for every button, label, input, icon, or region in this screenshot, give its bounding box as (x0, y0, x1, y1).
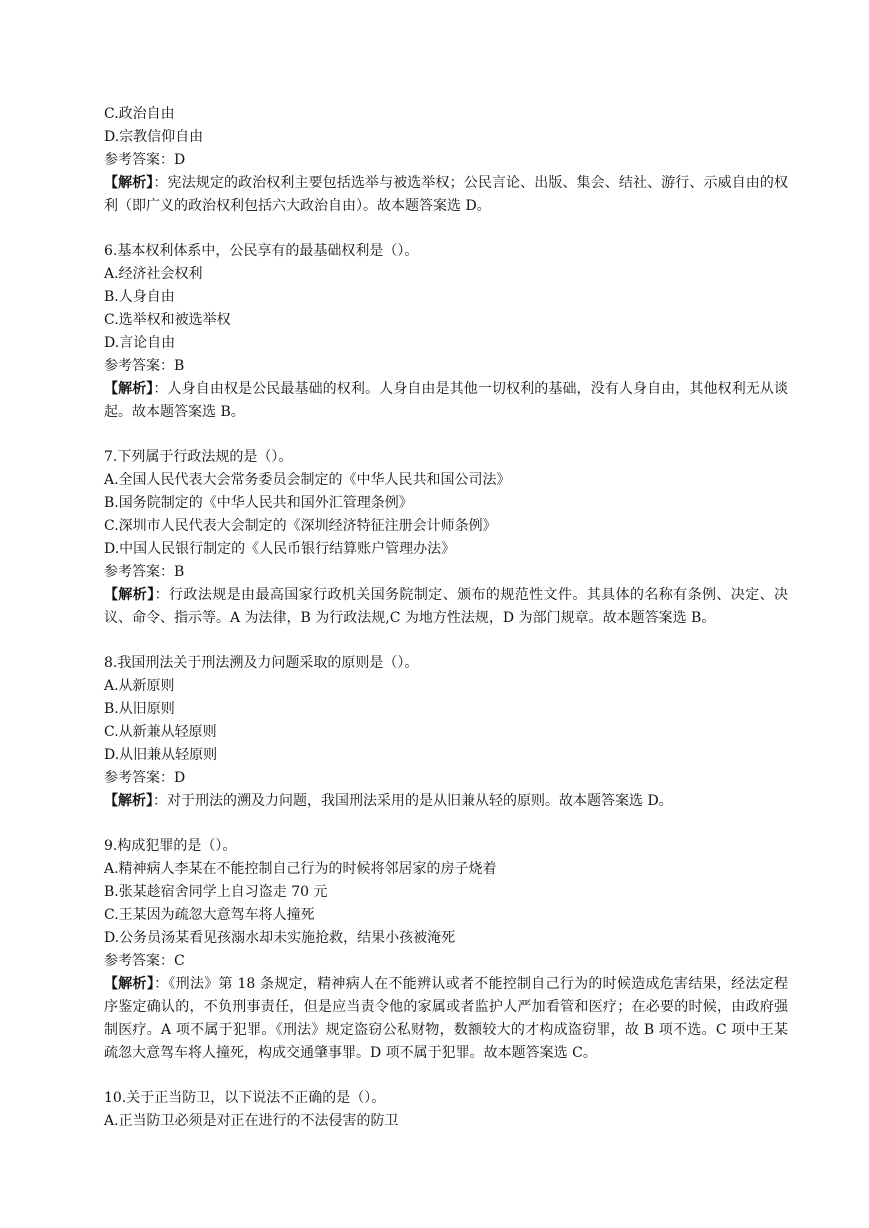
option-d: D.言论自由 (104, 335, 176, 351)
option-c: C.深圳市人民代表大会制定的《深圳经济特征注册会计师条例》 (104, 518, 497, 534)
option-b: B.从旧原则 (104, 701, 175, 717)
option-a: A.精神病人李某在不能控制自己行为的时候将邻居家的房子烧着 (104, 861, 497, 877)
analysis-text: ：宪法规定的政治权利主要包括选举与被选举权；公民言论、出版、集会、结社、游行、示威自由的权利（即广义的政治权利包括六大政治自由）。故本题答案选 D。 (104, 175, 789, 214)
reference-answer: 参考答案：B (104, 564, 185, 580)
document-page (104, 103, 788, 1133)
option-d: D.中国人民银行制定的《人民币银行结算账户管理办法》 (104, 541, 456, 557)
question-8 (104, 652, 788, 813)
analysis-tag: 【解析】 (104, 587, 155, 603)
question-10 (104, 1087, 788, 1133)
option-a: A.经济社会权利 (104, 266, 203, 282)
question-stem: 10.关于正当防卫，以下说法不正确的是（）。 (104, 1090, 386, 1106)
analysis-tag: 【解析】 (104, 976, 155, 992)
question-9 (104, 835, 788, 1065)
option-c: C.选举权和被选举权 (104, 312, 231, 328)
option-d: D.从旧兼从轻原则 (104, 747, 218, 763)
option-c: C.王某因为疏忽大意驾车将人撞死 (104, 907, 315, 923)
analysis (104, 973, 788, 1065)
question-stem: 8.我国刑法关于刑法溯及力问题采取的原则是（）。 (104, 655, 419, 671)
analysis-tag: 【解析】 (104, 381, 154, 397)
option-a: A.全国人民代表大会常务委员会制定的《中华人民共和国公司法》 (104, 472, 511, 488)
option-b: B.人身自由 (104, 289, 175, 305)
reference-answer: 参考答案：C (104, 953, 185, 969)
option-b: B.张某趁宿舍同学上自习盗走 70 元 (104, 884, 328, 900)
analysis-text: ：行政法规是由最高国家行政机关国务院制定、颁布的规范性文件。其具体的名称有条例、决定、决议、命令、指示等。A 为法律，B 为行政法规,C 为地方性法规，D 为部门规章。故本题答案选 B。 (104, 587, 789, 626)
question-5-continuation (104, 103, 788, 218)
option-c: C.政治自由 (104, 106, 175, 122)
option-a: A.正当防卫必须是对正在进行的不法侵害的防卫 (104, 1113, 399, 1129)
analysis-text: ：人身自由权是公民最基础的权利。人身自由是其他一切权利的基础，没有人身自由，其他权利无从谈起。故本题答案选 B。 (104, 381, 789, 420)
question-stem: 9.构成犯罪的是（）。 (104, 838, 237, 854)
analysis-tag: 【解析】 (104, 175, 154, 191)
analysis (104, 790, 788, 813)
analysis (104, 378, 788, 424)
analysis-text: ：《刑法》第 18 条规定，精神病人在不能辨认或者不能控制自己行为的时候造成危害结果，经法定程序鉴定确认的，不负刑事责任，但是应当责令他的家属或者监护人严加看管和医疗；在必要的时候，由政府强制医疗。A 项不属于犯罪。《刑法》规定盗窃公私财物，数额较大的才构成盗窃罪，故 B 项不选。C 项中王某疏忽大意驾车将人撞死，构成交通肇事罪。D 项不属于犯罪。故本题答案选 C。 (104, 976, 788, 1061)
analysis-tag: 【解析】 (104, 793, 153, 809)
option-d: D.公务员汤某看见孩溺水却未实施抢救，结果小孩被淹死 (104, 930, 456, 946)
question-6 (104, 240, 788, 424)
reference-answer: 参考答案：D (104, 152, 186, 168)
analysis (104, 172, 788, 218)
option-c: C.从新兼从轻原则 (104, 724, 217, 740)
reference-answer: 参考答案：B (104, 358, 185, 374)
question-7 (104, 446, 788, 630)
option-a: A.从新原则 (104, 678, 175, 694)
option-d: D.宗教信仰自由 (104, 129, 204, 145)
question-stem: 6.基本权利体系中，公民享有的最基础权利是（）。 (104, 243, 419, 259)
reference-answer: 参考答案：D (104, 770, 186, 786)
option-b: B.国务院制定的《中华人民共和国外汇管理条例》 (104, 495, 413, 511)
analysis-text: ：对于刑法的溯及力问题，我国刑法采用的是从旧兼从轻的原则。故本题答案选 D。 (153, 793, 673, 809)
question-stem: 7.下列属于行政法规的是（）。 (104, 449, 293, 465)
analysis (104, 584, 788, 630)
